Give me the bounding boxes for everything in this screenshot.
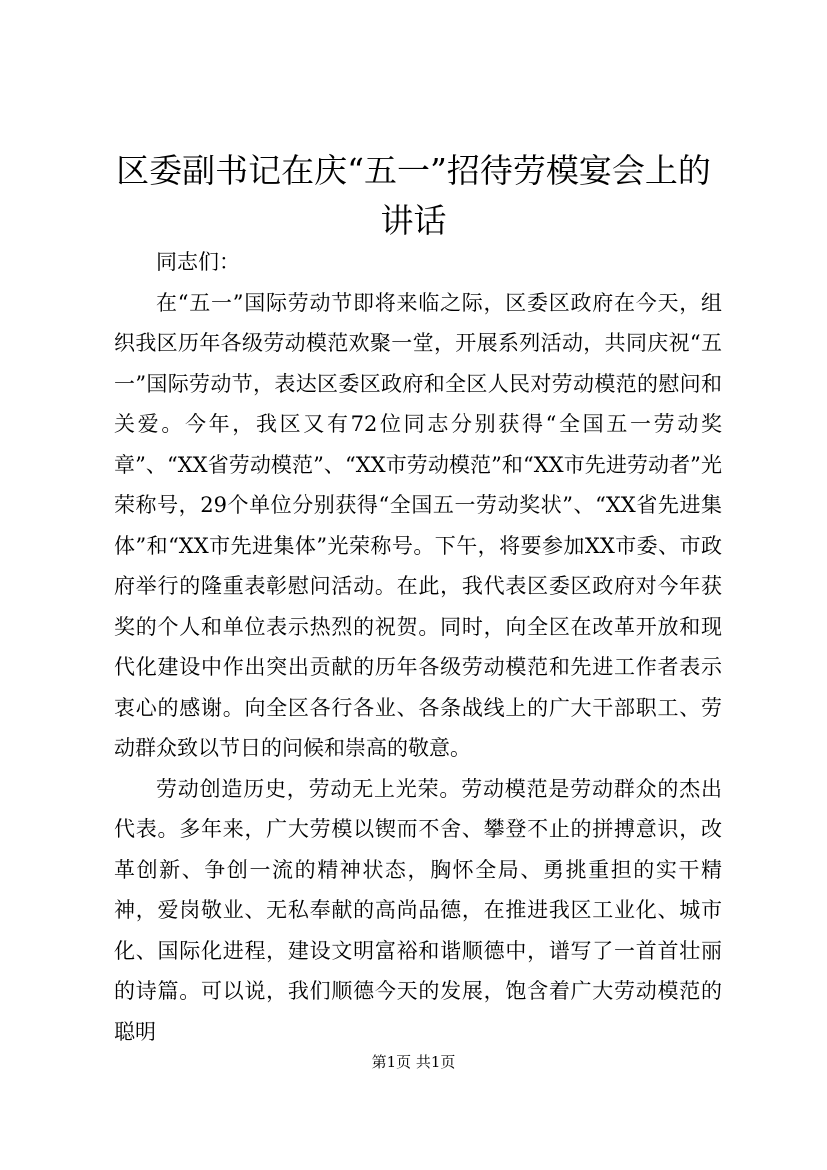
page-number-footer: 第1页 共1页 [371, 1053, 456, 1071]
salutation: 同志们： [156, 250, 240, 274]
paragraph: 劳动创造历史，劳动无上光荣。劳动模范是劳动群众的杰出代表。多年来，广大劳模以锲而不舍、攀登不止的拼搏意识，改革创新、争创一流的精神状态，胸怀全局、勇挑重担的实干精神，爱岗敬业、无私奉献的高尚品德，在推进我区工业化、城市化、国际化进程，建设文明富裕和谐顺德中，谱写了一首首壮丽的诗篇。可以说，我们顺德今天的发展，饱含着广大劳动模范的聪明 [114, 776, 722, 1044]
paragraph: 在“五一”国际劳动节即将来临之际，区委区政府在今天，组织我区历年各级劳动模范欢聚一堂，开展系列活动，共同庆祝“五一”国际劳动节，表达区委区政府和全区人民对劳动模范的慰问和关爱。今年，我区又有72位同志分别获得“全国五一劳动奖章”、“XX省劳动模范”、“XX市劳动模范”和“XX市先进劳动者”光荣称号，29个单位分别获得“全国五一劳动奖状”、“XX省先进集体”和“XX市先进集体”光荣称号。下午，将要参加XX市委、市政府举行的隆重表彰慰问活动。在此，我代表区委区政府对今年获奖的个人和单位表示热烈的祝贺。同时，向全区在改革开放和现代化建设中作出突出贡献的历年各级劳动模范和先进工作者表示衷心的感谢。向全区各行各业、各条战线上的广大干部职工、劳动群众致以节日的问候和崇高的敬意。 [114, 290, 722, 760]
document-body [114, 242, 722, 1052]
document-title: 区委副书记在庆“五一”招待劳模宴会上的讲话 [116, 151, 711, 240]
